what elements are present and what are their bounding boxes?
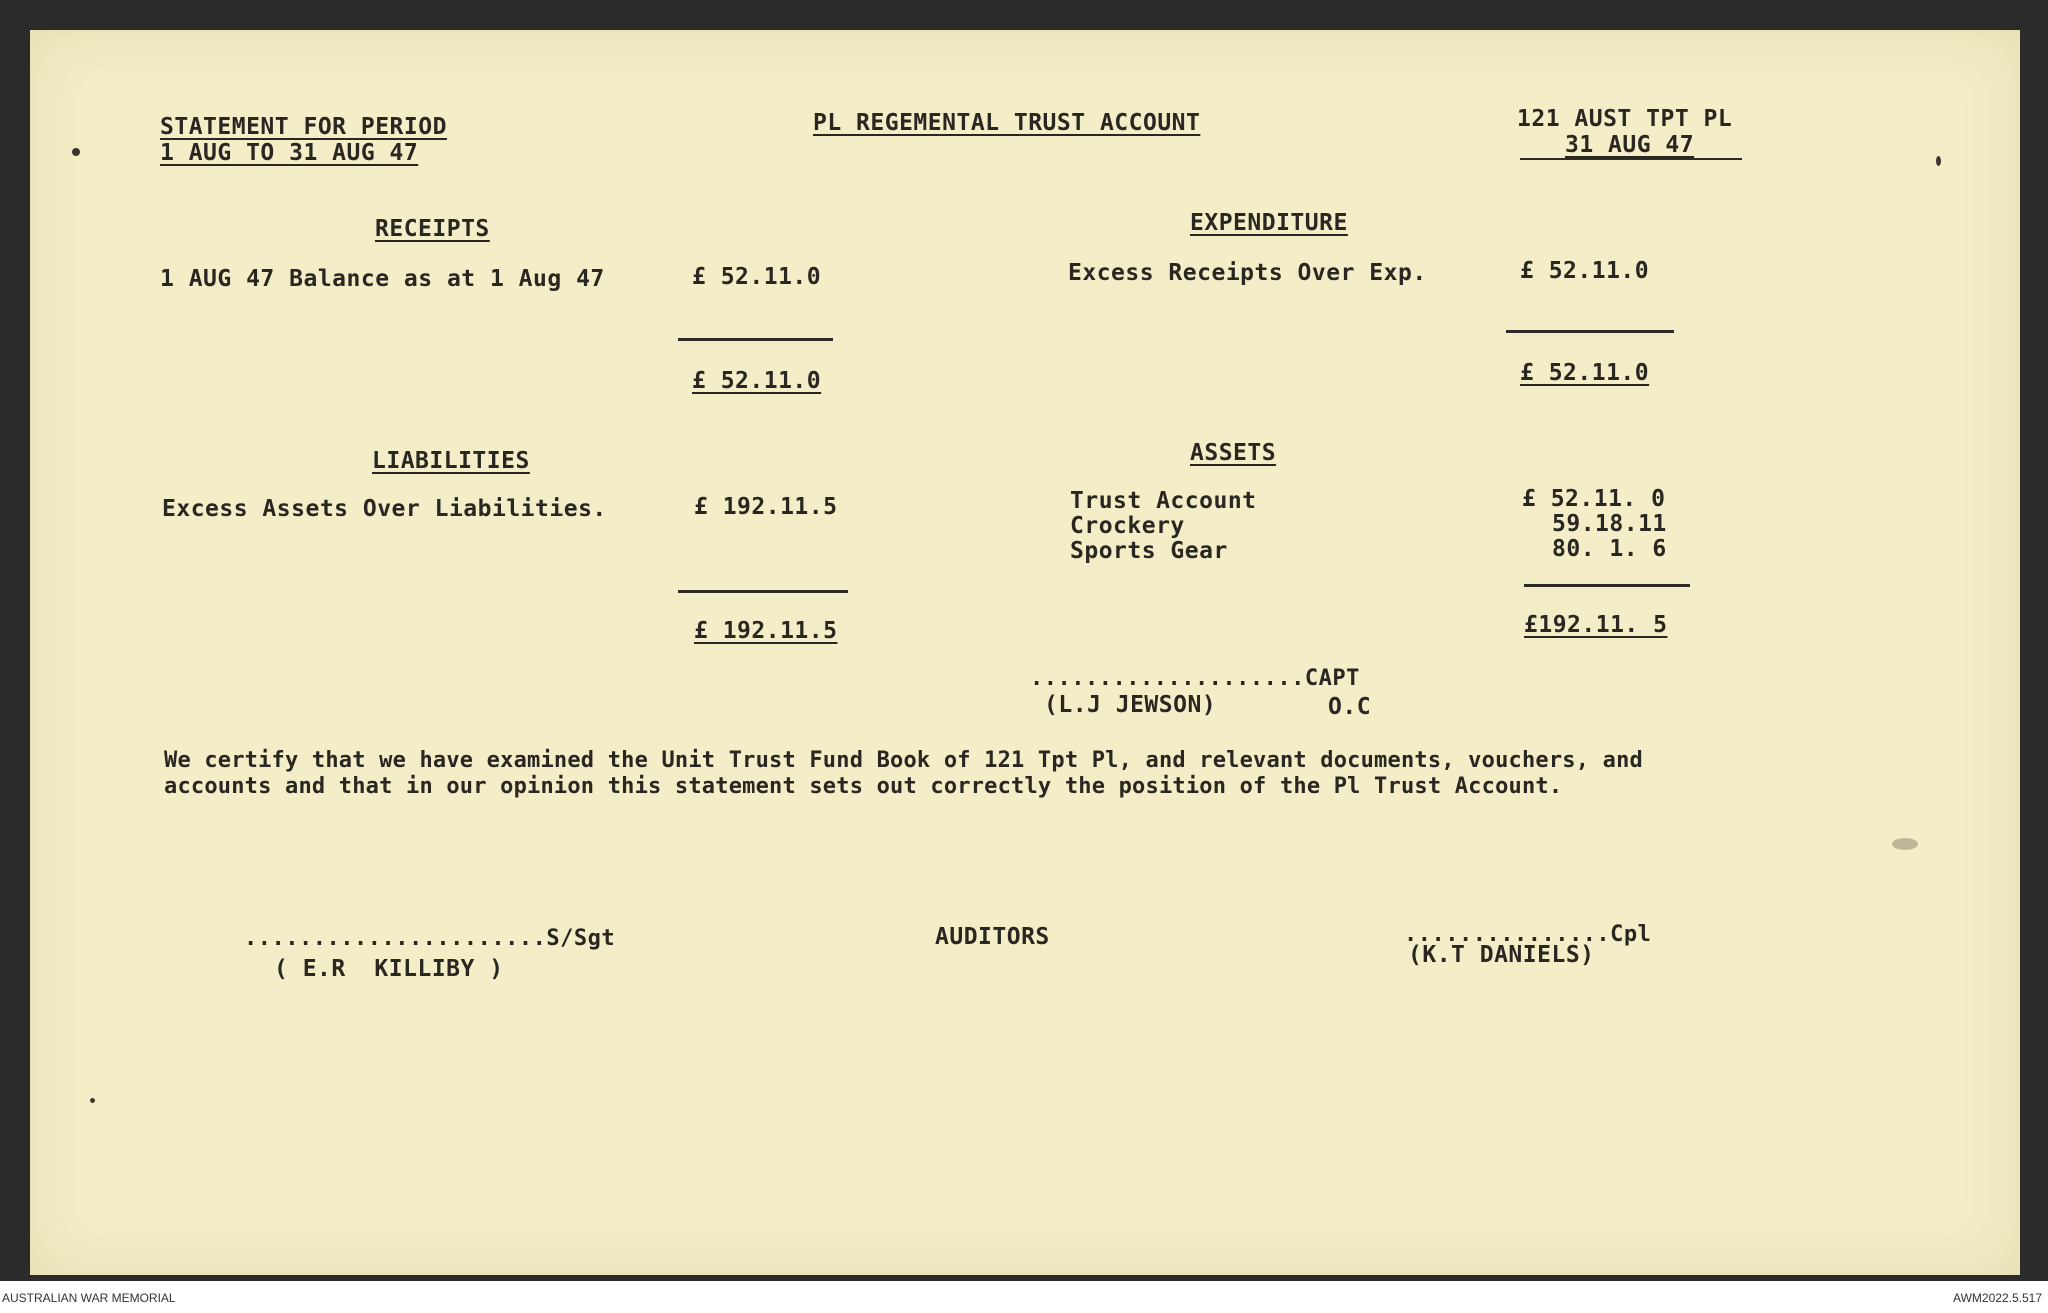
oc-name: (L.J JEWSON) [1044, 692, 1217, 718]
asset-amount: 80. 1. 6 [1552, 536, 1667, 562]
oc-signature-line: ....................CAPT [1030, 666, 1360, 691]
auditor-left-signature-line: ......................S/Sgt [244, 926, 616, 951]
expenditure-heading: EXPENDITURE [1190, 210, 1348, 236]
expenditure-total: £ 52.11.0 [1520, 360, 1650, 386]
assets-total: £192.11. 5 [1524, 612, 1668, 638]
footer-reference: AWM2022.5.517 [1953, 1291, 2042, 1305]
auditor-right-name: (K.T DANIELS) [1408, 942, 1595, 968]
certification-line-2: accounts and that in our opinion this statement sets out correctly the position of the Pl Trust Account. [164, 774, 1563, 799]
expenditure-rule [1506, 330, 1674, 333]
asset-amount: £ 52.11. 0 [1522, 486, 1666, 512]
document-title: PL REGEMENTAL TRUST ACCOUNT [813, 110, 1201, 136]
assets-rule [1524, 584, 1690, 587]
assets-heading: ASSETS [1190, 440, 1277, 466]
auditor-left-name: ( E.R KILLIBY ) [274, 956, 504, 982]
paper-speck [90, 1098, 95, 1103]
receipts-entry: 1 AUG 47 Balance as at 1 Aug 47 [160, 266, 605, 292]
receipts-amount: £ 52.11.0 [692, 264, 822, 290]
paper-smudge [1892, 838, 1918, 850]
asset-label: Crockery [1070, 513, 1185, 539]
period-line-2: 1 AUG TO 31 AUG 47 [160, 140, 419, 166]
receipts-heading: RECEIPTS [375, 216, 490, 242]
receipts-total: £ 52.11.0 [692, 368, 822, 394]
paper-speck [72, 148, 80, 156]
paper-speck [1936, 156, 1941, 166]
certification-line-1: We certify that we have examined the Unit Trust Fund Book of 121 Tpt Pl, and relevant documents, vouchers, and [164, 748, 1643, 773]
liabilities-amount: £ 192.11.5 [694, 494, 838, 520]
asset-amount: 59.18.11 [1552, 511, 1667, 537]
liabilities-total: £ 192.11.5 [694, 618, 838, 644]
asset-label: Sports Gear [1070, 538, 1228, 564]
footer-source: AUSTRALIAN WAR MEMORIAL [2, 1291, 176, 1305]
expenditure-entry: Excess Receipts Over Exp. [1068, 260, 1427, 286]
liabilities-heading: LIABILITIES [372, 448, 530, 474]
oc-title: O.C [1328, 694, 1372, 720]
auditor-right-signature-line: ...............Cpl [1404, 922, 1652, 947]
unit-line-2: 31 AUG 47 [1565, 132, 1695, 158]
unit-underline [1520, 158, 1742, 160]
period-line-1: STATEMENT FOR PERIOD [160, 114, 447, 140]
archive-footer [0, 1281, 2048, 1313]
auditors-label: AUDITORS [935, 924, 1050, 950]
liabilities-entry: Excess Assets Over Liabilities. [162, 496, 607, 522]
expenditure-amount: £ 52.11.0 [1520, 258, 1650, 284]
receipts-rule [678, 338, 833, 341]
document-page [30, 30, 2020, 1275]
unit-line-1: 121 AUST TPT PL [1517, 106, 1733, 132]
liabilities-rule [678, 590, 848, 593]
asset-label: Trust Account [1070, 488, 1257, 514]
